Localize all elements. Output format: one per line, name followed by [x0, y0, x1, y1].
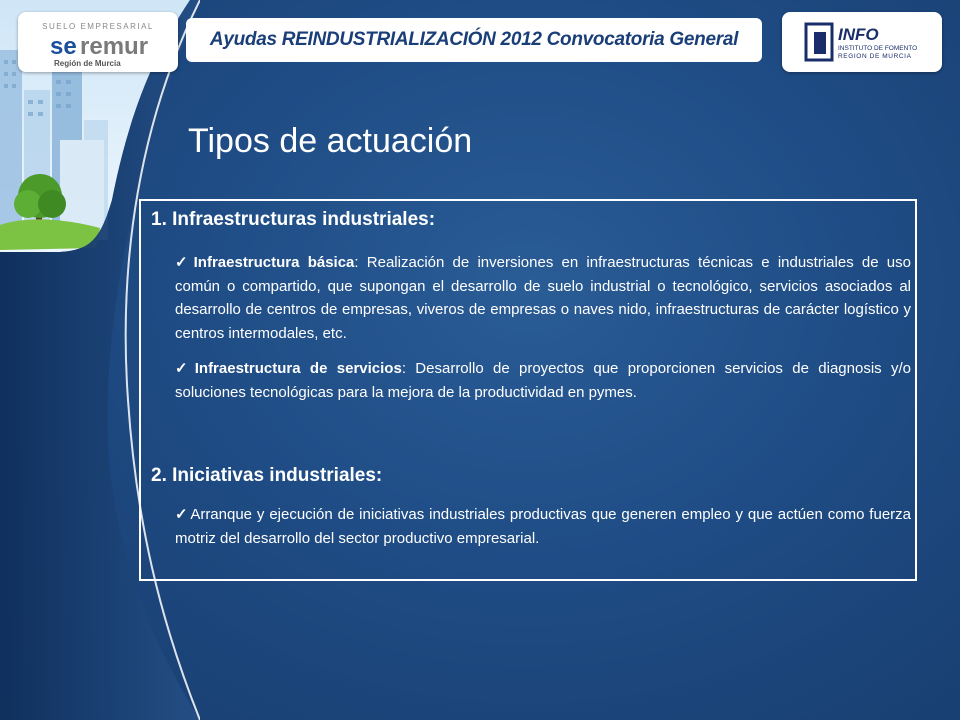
- info-name: INFO: [838, 25, 879, 44]
- header-banner: [186, 18, 762, 62]
- check-icon: ✓: [175, 360, 193, 377]
- logo-name-a: se: [50, 33, 77, 60]
- section-heading-2: 2. Iniciativas industriales:: [151, 465, 383, 486]
- info-line2: REGION DE MURCIA: [838, 53, 912, 60]
- page-title: Tipos de actuación: [188, 122, 473, 160]
- bullet-arranque: [175, 503, 911, 550]
- seremur-logo: [18, 12, 178, 72]
- logo-region: Región de Murcia: [54, 59, 121, 68]
- bullet-text: : Realización de inversiones en infraestructuras técnicas e industriales de uso común o compartido, que supongan el desarrollo de suelo industrial o tecnológico, servicios asociados al desarrollo de centros de empresas, viveros de empresas o naves nido, infraestructuras de carácter logístico y centros intermodales, etc.: [175, 254, 911, 342]
- bullet-bold: Infraestructura de servicios: [194, 360, 402, 377]
- logo-tagline: SUELO EMPRESARIAL: [42, 22, 154, 31]
- bullet-text: Arranque y ejecución de iniciativas industriales productivas que generen empleo y que actúen como fuerza motriz del desarrollo del sector productivo empresarial.: [175, 506, 911, 547]
- header-title: Ayudas REINDUSTRIALIZACIÓN 2012 Convocatoria General: [209, 29, 739, 50]
- bullet-text: : Desarrollo de proyectos que proporcionen servicios de diagnosis y/o soluciones tecnológicas para la mejora de la productividad en pymes.: [175, 360, 911, 401]
- info-logo: [782, 12, 942, 72]
- content-box: [139, 199, 917, 581]
- info-line1: INSTITUTO DE FOMENTO: [838, 45, 918, 52]
- check-icon: ✓: [175, 254, 192, 271]
- check-icon: ✓: [175, 506, 189, 523]
- bullet-infraestructura-basica: [175, 251, 911, 345]
- logo-name-b: remur: [80, 33, 149, 60]
- bullet-bold: Infraestructura básica: [193, 254, 355, 271]
- section-heading-1: 1. Infraestructuras industriales:: [151, 209, 436, 230]
- bullet-infraestructura-servicios: [175, 357, 911, 404]
